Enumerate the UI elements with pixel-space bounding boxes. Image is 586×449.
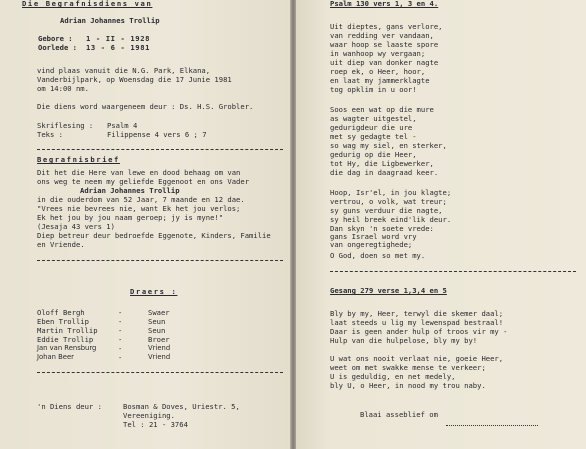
service-line-3: om 14:00 nm. [37, 84, 89, 93]
bearer-relation: Vriend [148, 353, 171, 361]
psalm-line: met sy gedagte tel - [330, 132, 417, 141]
psalm-line: Uit dieptes, gans verlore, [330, 22, 443, 31]
service-line-2: Vanderbijlpark, op Woensdag die 17 Junie 1981 [37, 75, 232, 84]
undertaker-label: 'n Diens deur : [37, 402, 102, 411]
born-date: 1 - II - 1928 [86, 34, 151, 43]
bearer-dash: - [118, 317, 123, 326]
section-divider [37, 260, 283, 261]
psalm-line: die dag in daagraad keer. [330, 168, 439, 177]
text-label: Teks : [37, 130, 63, 139]
died-label: Oorlede : [38, 43, 77, 52]
psalm-line: as wagter uitgestel, [330, 114, 417, 123]
reading-value: Psalm 4 [107, 121, 138, 130]
bearer-dash: - [118, 308, 123, 317]
psalm-line: Hoop, Isr'el, in jou klagte; [330, 188, 452, 197]
psalm-line: tog opklim in u oor! [330, 85, 417, 94]
psalm-line: gans Israel word vry [330, 232, 417, 241]
officiant-line: Die diens word waargeneem deur : Ds. H.S. Grobler. [37, 102, 254, 111]
psalm-heading: Psalm 130 vers 1, 3 en 4. [330, 0, 439, 8]
bearer-dash: - [118, 344, 123, 353]
bearers-heading: Draers : [130, 287, 178, 296]
psalm-line: Dan skyn 'n soete vrede: [330, 224, 434, 233]
psalm-line: tot Hy, die Ligbewerker, [330, 159, 434, 168]
bearer-relation: Seun [148, 317, 166, 326]
section-divider [37, 372, 283, 373]
psalm-line: vertrou, o volk, wat treur; [330, 197, 447, 206]
psalm-line: so wag my siel, en sterker, [330, 141, 447, 150]
undertaker-line: Bosman & Doves, Uriestr. 5, [123, 402, 240, 411]
obituary-line: Diep betreur deur bedroefde Eggenote, Kinders, Familie [37, 231, 271, 240]
psalm-line: Soos een wat op die mure [330, 105, 434, 114]
deceased-name: Adrian Johannes Trollip [60, 16, 160, 25]
hymn-line: weet om met swakke mense te verkeer; [330, 363, 486, 372]
obituary-line: Ek het jou by jou naam geroep; jy is myne!" [37, 213, 224, 222]
psalm-line: sy guns verduur die nagte, [330, 206, 443, 215]
right-page [296, 0, 586, 449]
obituary-line: en Vriende. [37, 240, 85, 249]
undertaker-line: Vereeniging. [123, 411, 175, 420]
bearer-name: Johan Beer [37, 353, 74, 361]
bearer-name: Eddie Trollip [37, 335, 94, 344]
obituary-line: "Vrees nie bevrees nie, want Ek het jou verlos; [37, 204, 241, 213]
psalm-line: in wanhoop wy vergaan; [330, 49, 426, 58]
psalm-line: sy heil breek eind'lik deur. [330, 215, 452, 224]
obituary-name: Adrian Johannes Trollip [80, 186, 180, 195]
bearer-relation: Broer [148, 335, 170, 344]
hymn-line: Daar is geen ander hulp of troos vir my - [330, 327, 508, 336]
obituary-line: Dit het die Here van lewe en dood behaag om van [37, 168, 241, 177]
died-date: 13 - 6 - 1981 [86, 43, 151, 52]
text-value: Filippense 4 vers 6 ; 7 [107, 130, 207, 139]
section-divider [37, 149, 283, 150]
reading-label: Skriflesing : [37, 121, 94, 130]
bearer-relation: Swaer [148, 308, 170, 317]
hymn-line: U is geduldig, en net medely, [330, 372, 456, 381]
psalm-line: gedurigdeur die ure [330, 123, 413, 132]
footer-dotted-line [446, 425, 538, 426]
obituary-line: (Jesaja 43 vers 1) [37, 222, 115, 231]
service-line-1: vind plaas vanuit die N.G. Park, Elkana, [37, 66, 211, 75]
left-page [0, 0, 290, 449]
undertaker-line: Tel : 21 - 3764 [123, 420, 188, 429]
obituary-line: in die ouderdom van 52 Jaar, 7 maande en 12 dae. [37, 195, 245, 204]
obituary-line: ons weg te neem my geliefde Eggenoot en ons Vader [37, 177, 250, 186]
psalm-line: en laat my jammerklagte [330, 76, 430, 85]
hymn-line: Hulp van die hulpelose, bly my by! [330, 336, 478, 345]
psalm-line: van ongeregtighede; [330, 240, 413, 249]
bearer-name: Eben Trollip [37, 317, 89, 326]
bearer-name: Oloff Bergh [37, 308, 85, 317]
psalm-line: gedurig op die Heer, [330, 150, 417, 159]
hymn-line: laat steeds u lig my lewenspad bestraal! [330, 318, 504, 327]
section-divider [330, 271, 576, 272]
bearer-name: Jan van Rensburg [37, 344, 97, 352]
psalm-line: roep ek, o Heer, hoor, [330, 67, 426, 76]
hymn-line: U wat ons nooit verlaat nie, goeie Heer, [330, 354, 504, 363]
psalm-line: van redding ver vandaan, [330, 31, 434, 40]
bearer-relation: Vriend [148, 344, 171, 352]
footer-note: Blaai asseblief om [360, 410, 438, 419]
born-label: Gebore : [38, 34, 73, 43]
bearer-dash: - [118, 335, 123, 344]
bearer-dash: - [118, 353, 123, 362]
obituary-heading: Begrafnisbrief [37, 155, 120, 164]
hymn-line: Bly by my, Heer, terwyl die skemer daal; [330, 309, 504, 318]
psalm-line: waar hoop se laaste spore [330, 40, 439, 49]
page-header: Die Begrafnisdiens van [22, 0, 153, 8]
hymn-line: bly U, o Heer, in nood my trou naby. [330, 381, 486, 390]
psalm-line: O God, doen so met my. [330, 251, 426, 260]
bearer-dash: - [118, 326, 123, 335]
bearer-relation: Seun [148, 326, 166, 335]
psalm-line: uit diep van donker nagte [330, 58, 439, 67]
bearer-name: Martin Trollip [37, 326, 98, 335]
hymn-heading: Gesang 279 verse 1,3,4 en 5 [330, 286, 447, 295]
